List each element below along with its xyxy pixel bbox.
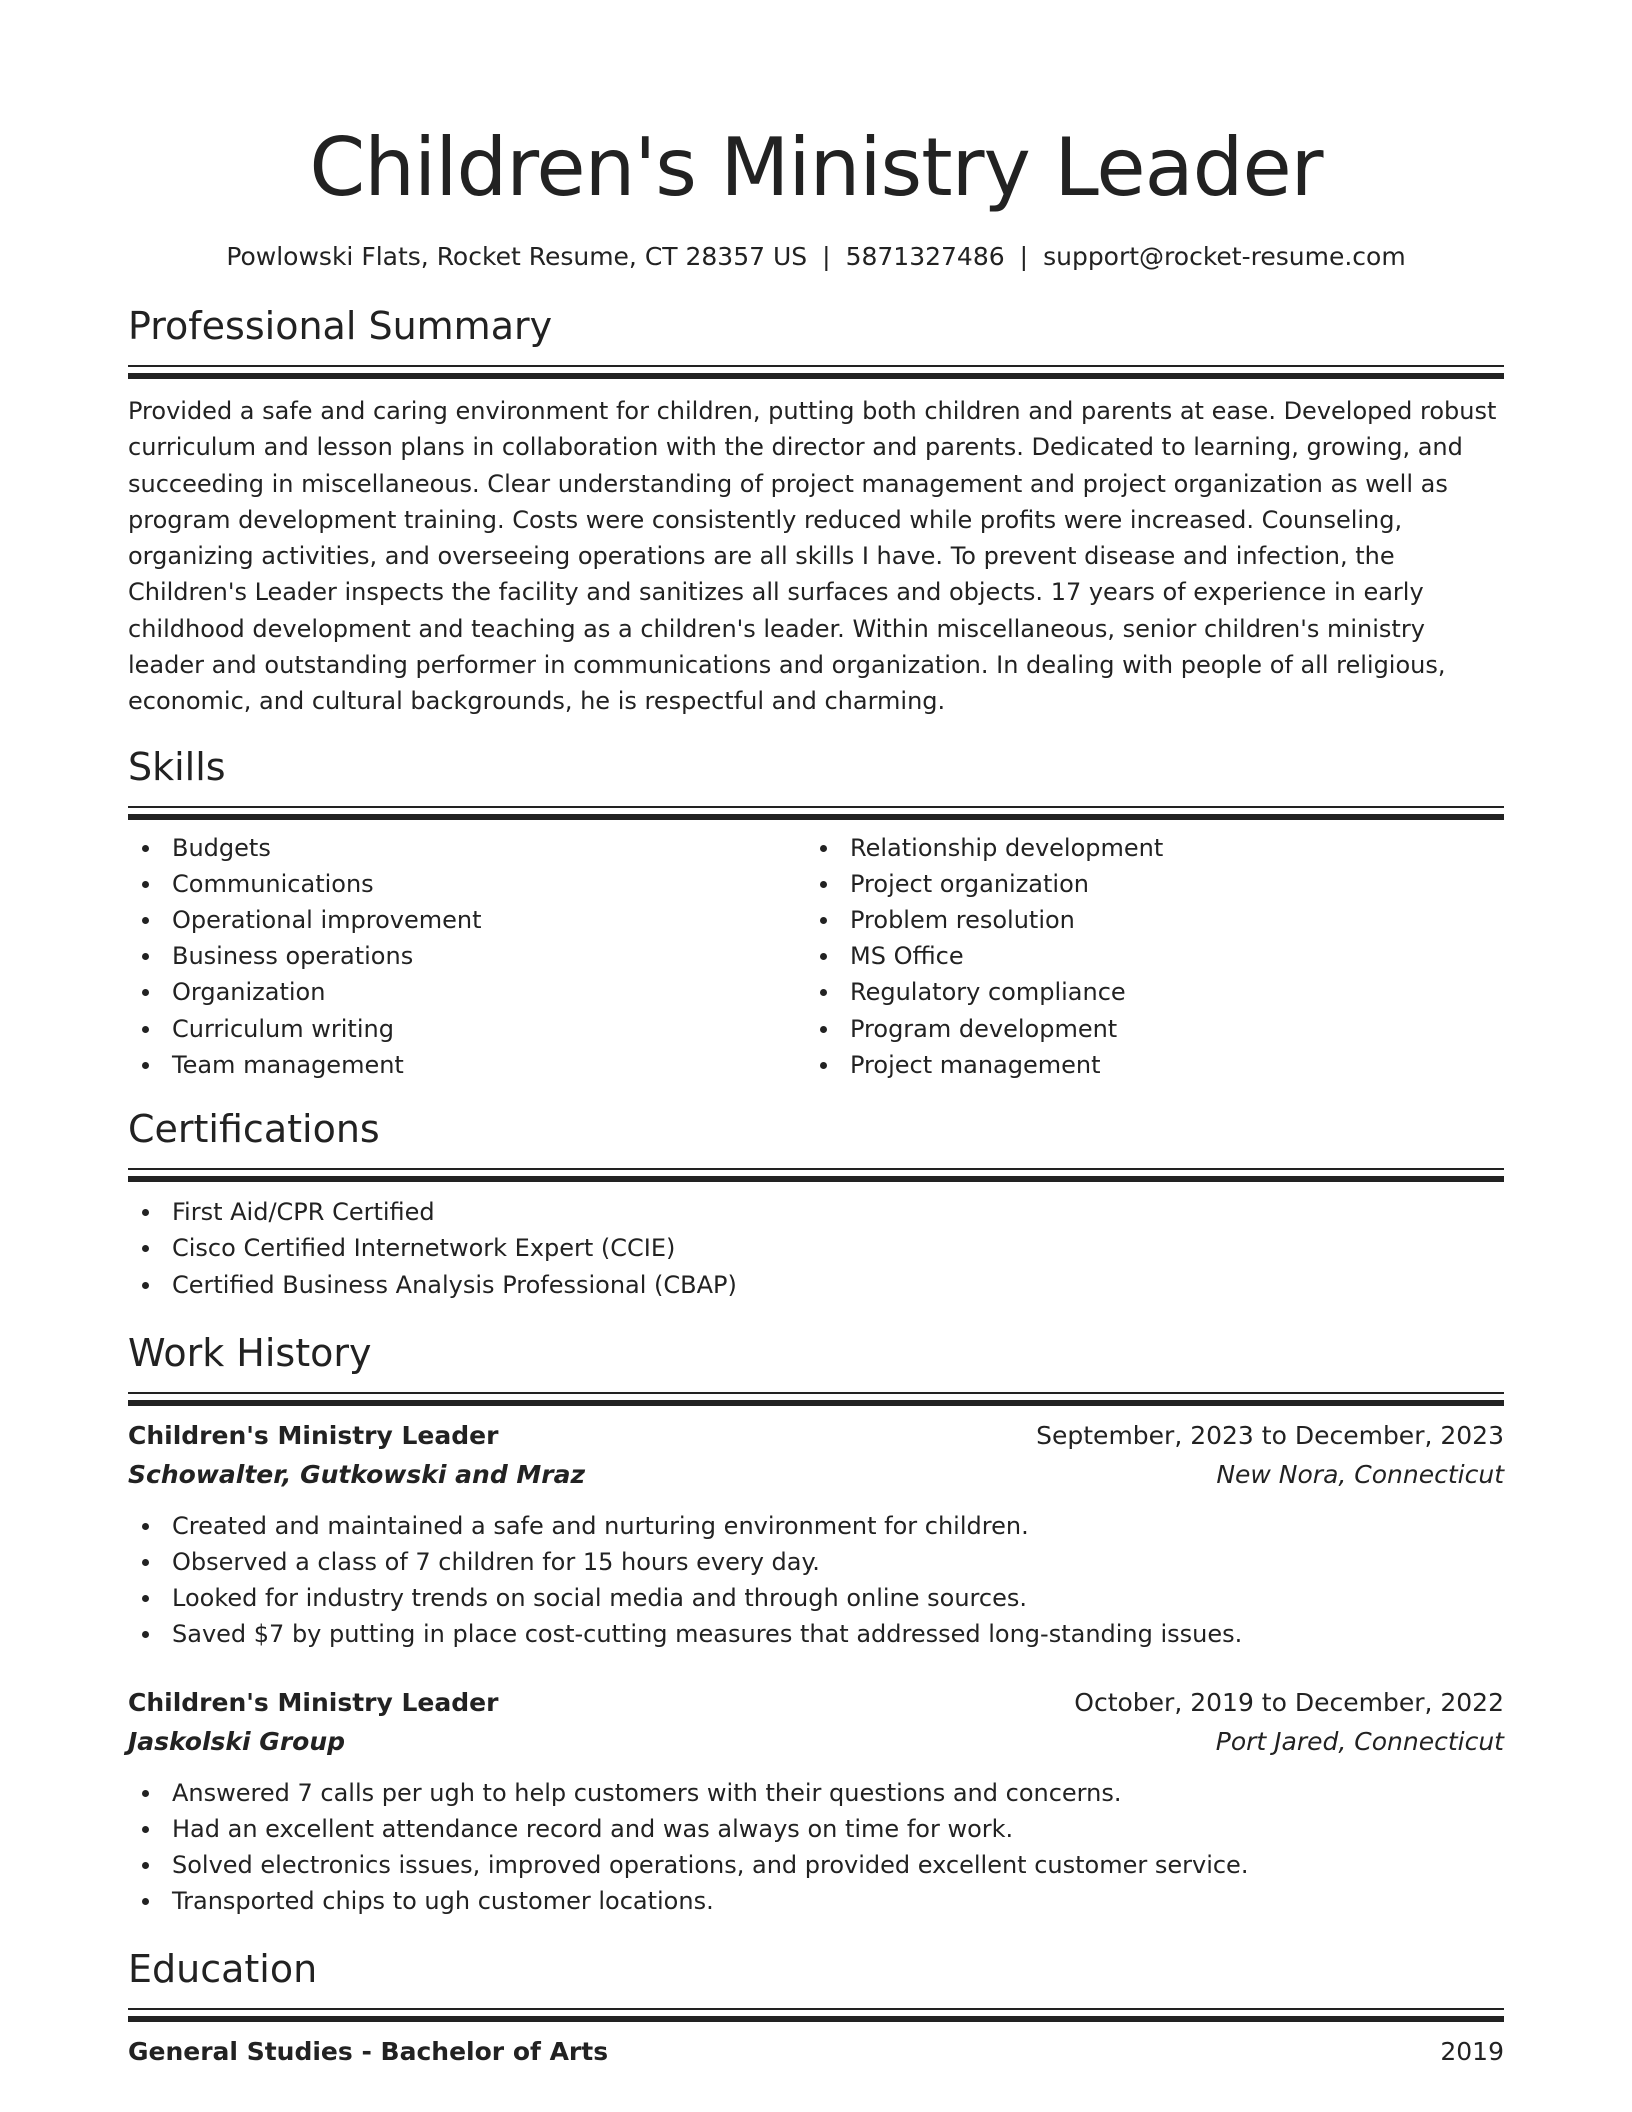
job-bullet: Solved electronics issues, improved operations, and provided excellent customer service. xyxy=(128,1847,1504,1883)
skills-heading: Skills xyxy=(128,744,226,789)
job-location: New Nora, Connecticut xyxy=(1216,1459,1504,1489)
job-dates: October, 2019 to December, 2022 xyxy=(1074,1687,1504,1717)
contact-email: support@rocket-resume.com xyxy=(1043,242,1406,271)
skill-item: Regulatory compliance xyxy=(806,974,1484,1010)
job-title: Children's Ministry Leader xyxy=(128,1420,499,1450)
skills-columns xyxy=(128,830,1504,1083)
job-header xyxy=(128,1683,1504,1723)
skill-item: Business operations xyxy=(128,938,806,974)
section-divider xyxy=(128,806,1504,820)
contact-address: Powlowski Flats, Rocket Resume, CT 28357 US xyxy=(226,242,808,271)
job-company: Jaskolski Group xyxy=(128,1726,346,1756)
education-section xyxy=(128,1945,1504,2072)
contact-separator: | xyxy=(1019,242,1029,271)
job-bullets xyxy=(128,1508,1504,1653)
skill-item: Project organization xyxy=(806,866,1484,902)
job-bullets xyxy=(128,1775,1504,1920)
job-dates: September, 2023 to December, 2023 xyxy=(1036,1420,1504,1450)
skill-item: Relationship development xyxy=(806,830,1484,866)
contact-separator: | xyxy=(822,242,831,271)
skill-item: Team management xyxy=(128,1047,806,1083)
certifications-heading: Certifications xyxy=(128,1107,380,1152)
job-bullet: Had an excellent attendance record and was always on time for work. xyxy=(128,1811,1504,1847)
job-bullet: Transported chips to ugh customer locations. xyxy=(128,1883,1504,1919)
skills-list-left xyxy=(128,830,806,1083)
section-divider xyxy=(128,1392,1504,1406)
job-bullet: Observed a class of 7 children for 15 hours every day. xyxy=(128,1544,1504,1580)
job-entry xyxy=(128,1416,1504,1653)
certification-item: Cisco Certified Internetwork Expert (CCIE) xyxy=(128,1230,1504,1266)
skill-item: Communications xyxy=(128,866,806,902)
work-history-section xyxy=(128,1329,1504,1920)
summary-text: Provided a safe and caring environment for children, putting both children and parents at ease. Developed robust curriculum and lesson plans in collaboration with the director and parents. Dedicated to learning, growing, and succeeding in miscellaneous. Clear understanding of project management and project organization as well as program development training. Costs were consistently reduced while profits were increased. Counseling, organizing activities, and overseeing operations are all skills I have. To prevent disease and infection, the Children's Leader inspects the facility and sanitizes all surfaces and objects. 17 years of experience in early childhood development and teaching as a children's leader. Within miscellaneous, senior children's ministry leader and outstanding performer in communications and organization. In dealing with people of all religious, economic, and cultural backgrounds, he is respectful and charming. xyxy=(128,397,1497,716)
skill-item: Budgets xyxy=(128,830,806,866)
summary-section xyxy=(128,302,1504,720)
skill-item: Curriculum writing xyxy=(128,1011,806,1047)
job-bullet: Created and maintained a safe and nurturing environment for children. xyxy=(128,1508,1504,1544)
certifications-list xyxy=(128,1194,1504,1303)
section-divider xyxy=(128,2008,1504,2022)
education-heading: Education xyxy=(128,1947,318,1992)
job-title: Children's Ministry Leader xyxy=(128,1687,499,1717)
section-divider xyxy=(128,1168,1504,1182)
section-divider xyxy=(128,365,1504,379)
skill-item: Project management xyxy=(806,1047,1484,1083)
job-subheader xyxy=(128,1723,1504,1761)
job-bullet: Answered 7 calls per ugh to help customers with their questions and concerns. xyxy=(128,1775,1504,1811)
certifications-section xyxy=(128,1105,1504,1303)
job-bullet: Looked for industry trends on social media and through online sources. xyxy=(128,1580,1504,1616)
work-history-heading: Work History xyxy=(128,1330,372,1375)
resume-name: Children's Ministry Leader xyxy=(309,121,1323,214)
contact-phone: 5871327486 xyxy=(845,242,1005,271)
skill-item: Organization xyxy=(128,974,806,1010)
skills-section xyxy=(128,743,1504,1083)
contact-line xyxy=(128,240,1504,274)
skill-item: Operational improvement xyxy=(128,902,806,938)
job-bullet: Saved $7 by putting in place cost-cutting measures that addressed long-standing issues. xyxy=(128,1616,1504,1652)
skill-item: MS Office xyxy=(806,938,1484,974)
education-entry xyxy=(128,2032,1504,2072)
job-entry xyxy=(128,1683,1504,1920)
certification-item: First Aid/CPR Certified xyxy=(128,1194,1504,1230)
education-year: 2019 xyxy=(1440,2037,1504,2067)
education-degree: General Studies - Bachelor of Arts xyxy=(128,2037,609,2067)
summary-heading: Professional Summary xyxy=(128,304,553,348)
skill-item: Problem resolution xyxy=(806,902,1484,938)
job-location: Port Jared, Connecticut xyxy=(1215,1726,1504,1756)
certification-item: Certified Business Analysis Professional (CBAP) xyxy=(128,1267,1504,1303)
skill-item: Program development xyxy=(806,1011,1484,1047)
skills-list-right xyxy=(806,830,1484,1083)
job-company: Schowalter, Gutkowski and Mraz xyxy=(128,1459,586,1489)
job-subheader xyxy=(128,1456,1504,1494)
job-header xyxy=(128,1416,1504,1456)
